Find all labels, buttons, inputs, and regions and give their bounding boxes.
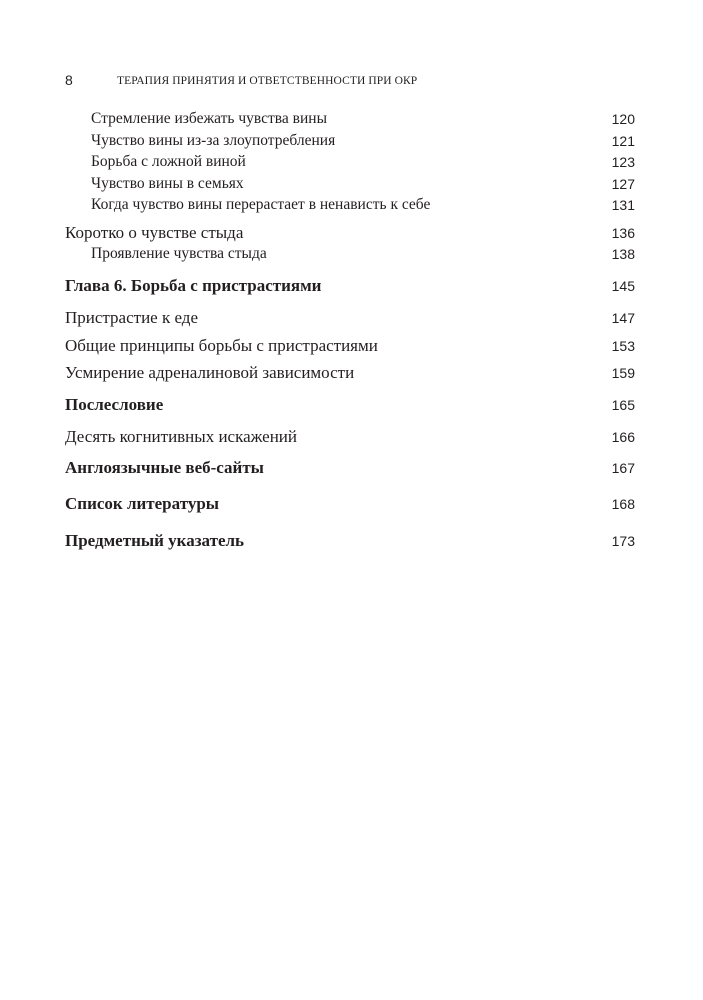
toc-entry-page: 173 — [611, 533, 635, 549]
toc-entry-page: 159 — [611, 365, 635, 381]
toc-chapter-heading — [65, 275, 635, 297]
toc-entry — [65, 194, 635, 216]
toc-chapter-heading — [65, 457, 635, 479]
toc-entry-title: Общие принципы борьбы с пристрастиями — [65, 336, 378, 355]
toc-entry-page: 168 — [611, 496, 635, 512]
toc-entry — [65, 362, 635, 384]
toc-chapter-heading — [65, 394, 635, 416]
toc-chapter-heading — [65, 493, 635, 515]
toc-entry-page: 121 — [611, 133, 635, 149]
running-header — [65, 70, 635, 90]
toc-entry-title: Десять когнитивных искажений — [65, 427, 298, 446]
toc-entry-title: Чувство вины в семьях — [91, 175, 244, 192]
toc-entry-page: 138 — [611, 246, 635, 262]
page-number: 8 — [65, 72, 73, 88]
toc-entry-title: Когда чувство вины перерастает в ненависть к себе — [91, 196, 431, 213]
toc-entry — [65, 243, 635, 265]
toc-entry-title: Предметный указатель — [65, 531, 245, 550]
toc-entry-page: 123 — [611, 154, 635, 170]
toc-chapter-heading — [65, 530, 635, 552]
toc-entry-page: 127 — [611, 176, 635, 192]
toc-entry-page: 136 — [611, 225, 635, 241]
toc-entry-title: Стремление избежать чувства вины — [91, 110, 327, 127]
toc-entry-page: 166 — [611, 429, 635, 445]
running-title: ТЕРАПИЯ ПРИНЯТИЯ И ОТВЕТСТВЕННОСТИ ПРИ ОКР — [117, 75, 418, 87]
toc-entry-page: 145 — [611, 278, 635, 294]
toc-entry — [65, 108, 635, 130]
toc-entry-title: Усмирение адреналиновой зависимости — [65, 363, 355, 382]
toc-entry — [65, 307, 635, 329]
toc-entry-title: Коротко о чувстве стыда — [65, 223, 244, 242]
toc-entry — [65, 222, 635, 244]
toc-entry-page: 120 — [611, 111, 635, 127]
toc-entry-title: Чувство вины из-за злоупотребления — [91, 132, 336, 149]
toc-entry-title: Проявление чувства стыда — [91, 245, 267, 262]
toc-entry — [65, 151, 635, 173]
toc-entry-page: 147 — [611, 310, 635, 326]
toc-entry-page: 153 — [611, 338, 635, 354]
toc-entry — [65, 130, 635, 152]
toc-entry-title: Борьба с ложной виной — [91, 153, 246, 170]
toc-entry-title: Англоязычные веб-сайты — [65, 458, 264, 477]
toc-entry — [65, 426, 635, 448]
toc-entry-title: Пристрастие к еде — [65, 308, 198, 327]
toc-entry-title: Послесловие — [65, 395, 164, 414]
toc-entry-title: Глава 6. Борьба с пристрастиями — [65, 276, 322, 295]
toc-entry — [65, 173, 635, 195]
toc-entry-page: 131 — [611, 197, 635, 213]
toc-entry-page: 167 — [611, 460, 635, 476]
toc-entry-title: Список литературы — [65, 494, 220, 513]
toc-entry — [65, 335, 635, 357]
toc-entry-page: 165 — [611, 397, 635, 413]
